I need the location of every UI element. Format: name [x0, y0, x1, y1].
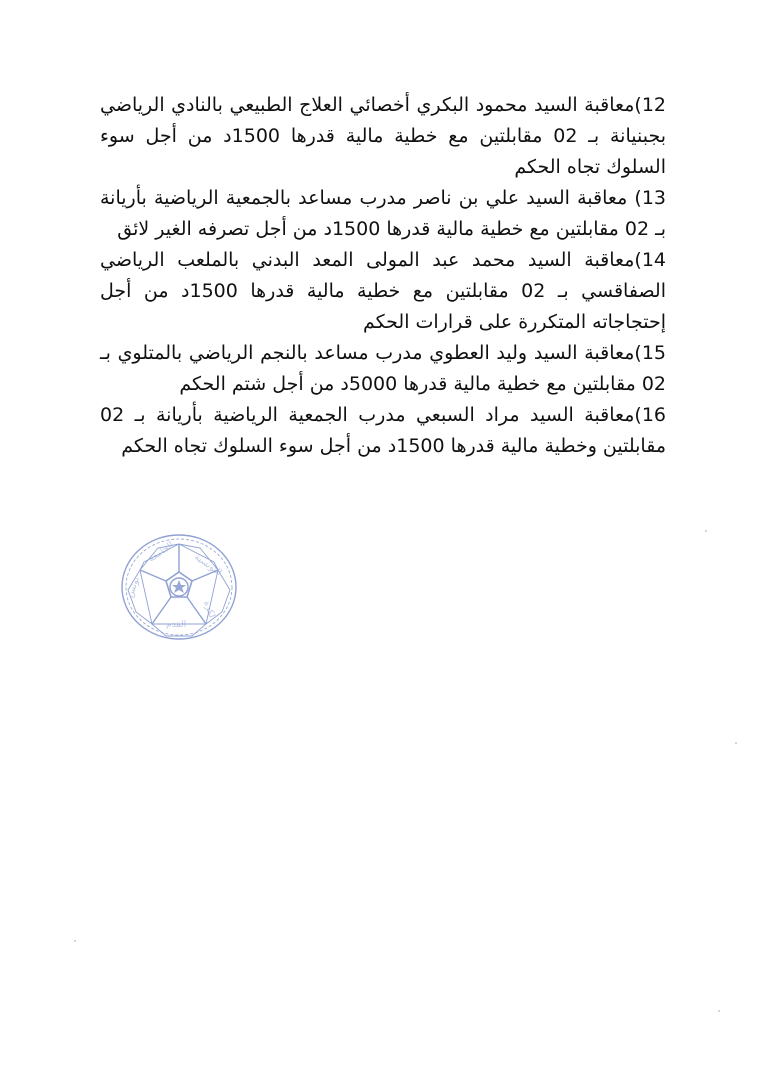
- decision-item-12: 12)معاقبة السيد محمود البكري أخصائي العلاج الطبيعي بالنادي الرياضي بجبنيانة بـ 02 مقابلتين مع خطية مالية قدرها 1500د من أجل سوء السلوك تجاه الحكم: [100, 94, 666, 178]
- decisions-list: [100, 90, 666, 462]
- decision-item-15: 15)معاقبة السيد وليد العطوي مدرب مساعد بالنجم الرياضي بالمتلوي بـ 02 مقابلتين مع خطية مالية قدرها 5000د من أجل شتم الحكم: [100, 342, 666, 395]
- scan-speck: [74, 940, 76, 942]
- svg-text:القدم: القدم: [166, 620, 187, 630]
- scan-speck: [735, 742, 737, 744]
- svg-text:الجامعة: الجامعة: [146, 540, 176, 565]
- decision-item-14: 14)معاقبة السيد محمد عبد المولى المعد البدني بالملعب الرياضي الصفاقسي بـ 02 مقابلتين مع خطية مالية قدرها 1500د من أجل إحتجاجاته المتكررة على قرارات الحكم: [100, 249, 666, 333]
- scan-speck: [718, 1010, 720, 1012]
- scan-speck: [705, 530, 707, 532]
- decision-item-13: 13) معاقبة السيد علي بن ناصر مدرب مساعد بالجمعية الرياضية بأريانة بـ 02 مقابلتين مع خطية مالية قدرها 1500د من أجل تصرفه الغير لائق: [100, 187, 666, 240]
- decision-item-16: 16)معاقبة السيد مراد السبعي مدرب الجمعية الرياضية بأريانة بـ 02 مقابلتين وخطية مالية قدرها 1500د من أجل سوء السلوك تجاه الحكم: [100, 404, 666, 457]
- svg-text:لكرة: لكرة: [201, 599, 217, 620]
- svg-text:التونسية: التونسية: [192, 552, 224, 579]
- svg-text:تونس: تونس: [125, 575, 143, 600]
- federation-stamp-icon: [118, 532, 240, 642]
